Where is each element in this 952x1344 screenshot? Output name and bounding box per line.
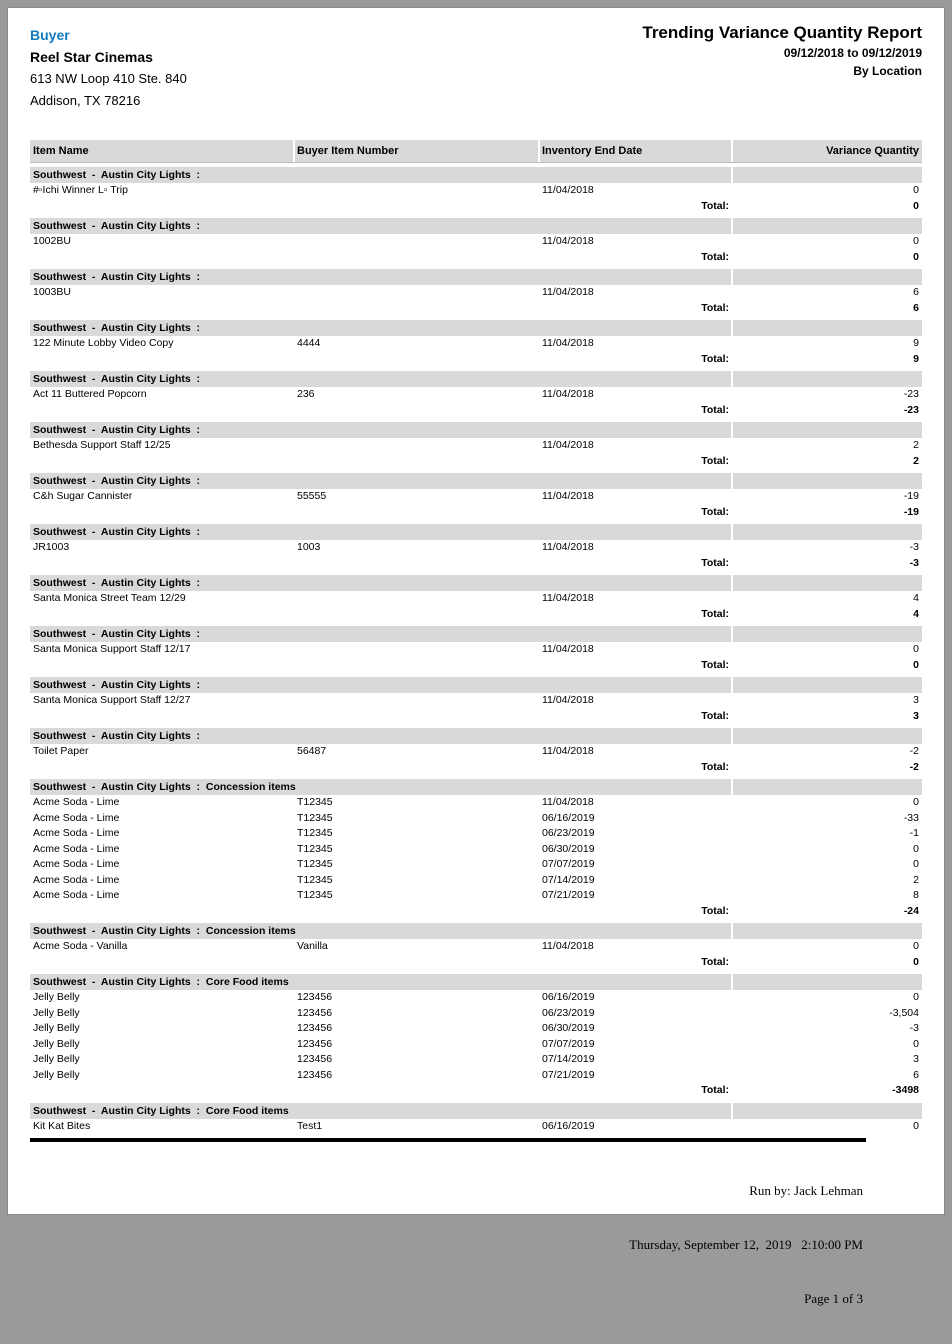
item-row [30, 285, 922, 301]
inventory-end-date-cell: 06/16/2019 [542, 1119, 595, 1132]
inventory-end-date-cell: 11/04/2018 [542, 337, 594, 349]
total-row [30, 403, 922, 419]
section-header-row: Southwest - Austin City Lights : [30, 473, 922, 489]
item-name-cell: Jelly Belly [33, 1022, 80, 1034]
item-row [30, 183, 922, 199]
total-row [30, 607, 922, 623]
section-header-row: Southwest - Austin City Lights : [30, 371, 922, 387]
section-header-row: Southwest - Austin City Lights : [30, 524, 922, 540]
run-datetime-line: Thursday, September 12, 2019 2:10:00 PM [629, 1237, 863, 1252]
variance-quantity-cell: 6 [913, 286, 919, 298]
item-name-cell: Act 11 Buttered Popcorn [33, 388, 147, 400]
total-row [30, 301, 922, 317]
col-header-item-name: Item Name [33, 145, 89, 157]
buyer-item-number-cell: 123456 [297, 1006, 333, 1019]
total-value: 0 [913, 955, 919, 968]
inventory-end-date-cell: 06/23/2019 [542, 1006, 595, 1019]
item-name-cell: 122 Minute Lobby Video Copy [33, 337, 174, 349]
table-section [30, 422, 922, 469]
item-row [30, 873, 922, 889]
col-header-inventory-end-date: Inventory End Date [542, 145, 643, 157]
item-name-cell: C&h Sugar Cannister [33, 490, 133, 502]
variance-quantity-cell: 0 [913, 184, 919, 196]
table-section [30, 626, 922, 673]
variance-quantity-cell: -33 [903, 811, 919, 824]
item-name-cell: Acme Soda - Lime [33, 811, 120, 824]
variance-quantity-cell: 6 [913, 1068, 919, 1081]
table-section [30, 371, 922, 418]
table-body [30, 167, 922, 1134]
inventory-end-date-cell: 11/04/2018 [542, 643, 594, 655]
item-name-cell: Jelly Belly [33, 1006, 80, 1019]
buyer-item-number-cell [295, 234, 540, 250]
section-header-row: Southwest - Austin City Lights : Concession items [30, 779, 922, 795]
total-label: Total: [701, 658, 729, 671]
results-table [30, 140, 922, 1134]
inventory-end-date-cell: 06/30/2019 [542, 842, 595, 855]
report-date-range: 09/12/2018 to 09/12/2019 [783, 46, 922, 60]
total-label: Total: [701, 904, 729, 917]
buyer-item-number-cell: Vanilla [297, 940, 328, 952]
total-label: Total: [701, 709, 729, 722]
item-row [30, 811, 922, 827]
buyer-item-number-cell: T12345 [297, 827, 333, 839]
inventory-end-date-cell: 11/04/2018 [542, 184, 594, 196]
item-name-cell: Acme Soda - Lime [33, 796, 120, 808]
total-row [30, 658, 922, 674]
report-page [8, 8, 944, 1306]
buyer-item-number-cell: T12345 [297, 796, 333, 808]
variance-quantity-cell: 0 [913, 796, 919, 808]
variance-quantity-cell: -23 [903, 388, 919, 400]
variance-quantity-cell: -3,504 [889, 1006, 919, 1019]
total-row [30, 556, 922, 572]
variance-quantity-cell: 0 [913, 1037, 919, 1050]
total-value: 3 [913, 709, 919, 722]
item-row [30, 857, 922, 873]
item-row [30, 888, 922, 904]
table-section [30, 728, 922, 775]
variance-quantity-cell: 4 [913, 592, 919, 604]
item-name-cell: Bethesda Support Staff 12/25 [33, 439, 171, 451]
variance-quantity-cell: 2 [913, 439, 919, 451]
inventory-end-date-cell: 11/04/2018 [542, 490, 594, 502]
section-header-row: Southwest - Austin City Lights : [30, 218, 922, 234]
total-row [30, 955, 922, 971]
total-row [30, 760, 922, 776]
total-value: -2 [909, 760, 919, 773]
total-row [30, 505, 922, 521]
variance-quantity-cell: 0 [913, 235, 919, 247]
buyer-item-number-cell: T12345 [297, 842, 333, 855]
report-footer [30, 1142, 866, 1344]
inventory-end-date-cell: 11/04/2018 [542, 388, 594, 400]
total-label: Total: [701, 199, 729, 212]
inventory-end-date-cell: 07/21/2019 [542, 1068, 595, 1081]
total-label: Total: [701, 505, 729, 518]
total-row [30, 454, 922, 470]
section-header-row: Southwest - Austin City Lights : [30, 575, 922, 591]
buyer-address-line1: 613 NW Loop 410 Ste. 840 [30, 71, 187, 86]
item-row [30, 234, 922, 250]
buyer-item-number-cell [295, 438, 540, 454]
inventory-end-date-cell: 11/04/2018 [542, 235, 594, 247]
total-value: -19 [903, 505, 919, 518]
inventory-end-date-cell: 11/04/2018 [542, 439, 594, 451]
table-section [30, 1103, 922, 1135]
total-label: Total: [701, 760, 729, 773]
buyer-item-number-cell [295, 642, 540, 658]
buyer-item-number-cell: T12345 [297, 889, 333, 901]
item-name-cell: Jelly Belly [33, 1037, 80, 1050]
item-row [30, 795, 922, 811]
total-label: Total: [701, 301, 729, 314]
report-grouping: By Location [853, 64, 922, 78]
total-label: Total: [701, 1084, 729, 1096]
inventory-end-date-cell: 07/21/2019 [542, 889, 595, 901]
item-name-cell: #▫Ichi Winner L▫ Trip [33, 184, 128, 196]
item-row [30, 387, 922, 403]
total-value: -24 [903, 904, 919, 917]
total-value: 4 [913, 607, 919, 620]
table-section [30, 473, 922, 520]
item-name-cell: 1002BU [33, 235, 71, 247]
buyer-address-line2: Addison, TX 78216 [30, 93, 141, 108]
item-row [30, 489, 922, 505]
section-header-row: Southwest - Austin City Lights : [30, 728, 922, 744]
variance-quantity-cell: 9 [913, 337, 919, 349]
table-section [30, 218, 922, 265]
variance-quantity-cell: 0 [913, 858, 919, 870]
item-name-cell: Jelly Belly [33, 991, 80, 1003]
buyer-item-number-cell: 236 [297, 388, 315, 400]
total-row [30, 1083, 922, 1099]
col-header-buyer-item-number: Buyer Item Number [297, 145, 399, 157]
inventory-end-date-cell: 07/07/2019 [542, 1037, 595, 1050]
section-header-row: Southwest - Austin City Lights : Concession items [30, 923, 922, 939]
item-name-cell: Toilet Paper [33, 745, 89, 757]
col-header-variance-quantity: Variance Quantity [826, 145, 919, 157]
buyer-item-number-cell: 123456 [297, 1068, 333, 1081]
buyer-item-number-cell: 55555 [297, 490, 327, 502]
variance-quantity-cell: -3 [909, 541, 919, 553]
table-section [30, 269, 922, 316]
item-row [30, 336, 922, 352]
section-header-row: Southwest - Austin City Lights : [30, 677, 922, 693]
total-row [30, 709, 922, 725]
item-name-cell: Acme Soda - Lime [33, 858, 120, 870]
inventory-end-date-cell: 06/23/2019 [542, 827, 595, 839]
total-value: -23 [903, 403, 919, 416]
inventory-end-date-cell: 11/04/2018 [542, 541, 594, 553]
total-label: Total: [701, 454, 729, 467]
total-value: 6 [913, 301, 919, 314]
total-value: 2 [913, 454, 919, 467]
buyer-item-number-cell [295, 285, 540, 301]
item-row [30, 1119, 922, 1135]
inventory-end-date-cell: 06/16/2019 [542, 811, 595, 824]
buyer-item-number-cell: T12345 [297, 873, 333, 886]
buyer-item-number-cell: 1003 [297, 541, 321, 553]
variance-quantity-cell: 0 [913, 991, 919, 1003]
inventory-end-date-cell: 11/04/2018 [542, 286, 594, 298]
total-value: 0 [913, 250, 919, 263]
section-header-row: Southwest - Austin City Lights : Core Food items [30, 974, 922, 990]
total-row [30, 904, 922, 920]
buyer-item-number-cell: T12345 [297, 811, 333, 824]
run-by-line: Run by: Jack Lehman [749, 1183, 863, 1198]
inventory-end-date-cell: 11/04/2018 [542, 694, 594, 706]
total-value: 9 [913, 352, 919, 365]
item-row [30, 990, 922, 1006]
variance-quantity-cell: -2 [909, 745, 919, 757]
variance-quantity-cell: 0 [913, 643, 919, 655]
buyer-item-number-cell: 123456 [297, 1022, 333, 1034]
variance-quantity-cell: 2 [913, 873, 919, 886]
item-name-cell: Acme Soda - Lime [33, 873, 120, 886]
buyer-item-number-cell [295, 183, 540, 199]
inventory-end-date-cell: 07/14/2019 [542, 1053, 595, 1065]
section-header-row: Southwest - Austin City Lights : [30, 167, 922, 183]
buyer-item-number-cell: T12345 [297, 858, 333, 870]
total-label: Total: [701, 250, 729, 263]
table-section [30, 320, 922, 367]
total-label: Total: [701, 556, 729, 569]
section-header-row: Southwest - Austin City Lights : [30, 626, 922, 642]
item-row [30, 642, 922, 658]
item-row [30, 1021, 922, 1037]
title-block [642, 22, 922, 80]
table-section [30, 167, 922, 214]
buyer-label: Buyer [30, 27, 70, 43]
variance-quantity-cell: 0 [913, 842, 919, 855]
buyer-name: Reel Star Cinemas [30, 49, 153, 65]
inventory-end-date-cell: 11/04/2018 [542, 745, 594, 757]
item-row [30, 438, 922, 454]
report-title: Trending Variance Quantity Report [642, 23, 922, 42]
buyer-item-number-cell: Test1 [297, 1119, 323, 1132]
item-row [30, 591, 922, 607]
buyer-item-number-cell: 56487 [297, 745, 327, 757]
table-section [30, 779, 922, 919]
inventory-end-date-cell: 06/16/2019 [542, 991, 595, 1003]
table-section [30, 575, 922, 622]
inventory-end-date-cell: 11/04/2018 [542, 796, 594, 808]
total-value: 0 [913, 658, 919, 671]
total-value: -3498 [892, 1084, 919, 1096]
variance-quantity-cell: -3 [909, 1022, 919, 1034]
total-label: Total: [701, 352, 729, 365]
table-section [30, 974, 922, 1099]
item-row [30, 939, 922, 955]
total-value: -3 [909, 556, 919, 569]
item-name-cell: Santa Monica Street Team 12/29 [33, 592, 186, 604]
item-name-cell: Acme Soda - Lime [33, 889, 120, 901]
total-row [30, 352, 922, 368]
variance-quantity-cell: 3 [913, 694, 919, 706]
page-number-line: Page 1 of 3 [804, 1291, 863, 1306]
item-name-cell: Kit Kat Bites [33, 1119, 91, 1132]
total-label: Total: [701, 403, 729, 416]
item-name-cell: Acme Soda - Lime [33, 842, 120, 855]
item-row [30, 693, 922, 709]
item-name-cell: Jelly Belly [33, 1068, 80, 1081]
inventory-end-date-cell: 11/04/2018 [542, 940, 594, 952]
item-row [30, 1052, 922, 1068]
section-header-row: Southwest - Austin City Lights : [30, 422, 922, 438]
total-value: 0 [913, 199, 919, 212]
item-row [30, 826, 922, 842]
item-row [30, 540, 922, 556]
section-header-row: Southwest - Austin City Lights : [30, 320, 922, 336]
buyer-item-number-cell: 123456 [297, 991, 333, 1003]
table-header-row [30, 140, 922, 163]
variance-quantity-cell: 0 [913, 940, 919, 952]
variance-quantity-cell: 3 [913, 1053, 919, 1065]
item-name-cell: Santa Monica Support Staff 12/17 [33, 643, 191, 655]
table-section [30, 677, 922, 724]
inventory-end-date-cell: 07/07/2019 [542, 858, 595, 870]
buyer-item-number-cell: 4444 [297, 337, 321, 349]
item-row [30, 1037, 922, 1053]
inventory-end-date-cell: 07/14/2019 [542, 873, 595, 886]
section-header-row: Southwest - Austin City Lights : Core Food items [30, 1103, 922, 1119]
item-row [30, 842, 922, 858]
item-row [30, 1006, 922, 1022]
buyer-item-number-cell: 123456 [297, 1053, 333, 1065]
item-name-cell: Acme Soda - Lime [33, 827, 120, 839]
buyer-item-number-cell [295, 693, 540, 709]
inventory-end-date-cell: 06/30/2019 [542, 1022, 595, 1034]
inventory-end-date-cell: 11/04/2018 [542, 592, 594, 604]
total-label: Total: [701, 607, 729, 620]
item-name-cell: Jelly Belly [33, 1053, 80, 1065]
table-section [30, 923, 922, 970]
section-header-row: Southwest - Austin City Lights : [30, 269, 922, 285]
item-name-cell: 1003BU [33, 286, 71, 298]
item-row [30, 744, 922, 760]
total-label: Total: [701, 955, 729, 968]
table-section [30, 524, 922, 571]
variance-quantity-cell: 0 [913, 1119, 919, 1132]
buyer-item-number-cell: 123456 [297, 1037, 333, 1050]
item-row [30, 1068, 922, 1084]
variance-quantity-cell: 8 [913, 889, 919, 901]
total-row [30, 199, 922, 215]
total-row [30, 250, 922, 266]
item-name-cell: Acme Soda - Vanilla [33, 940, 128, 952]
variance-quantity-cell: -1 [909, 827, 919, 839]
buyer-item-number-cell [295, 591, 540, 607]
item-name-cell: Santa Monica Support Staff 12/27 [33, 694, 191, 706]
variance-quantity-cell: -19 [903, 490, 919, 502]
item-name-cell: JR1003 [33, 541, 70, 553]
